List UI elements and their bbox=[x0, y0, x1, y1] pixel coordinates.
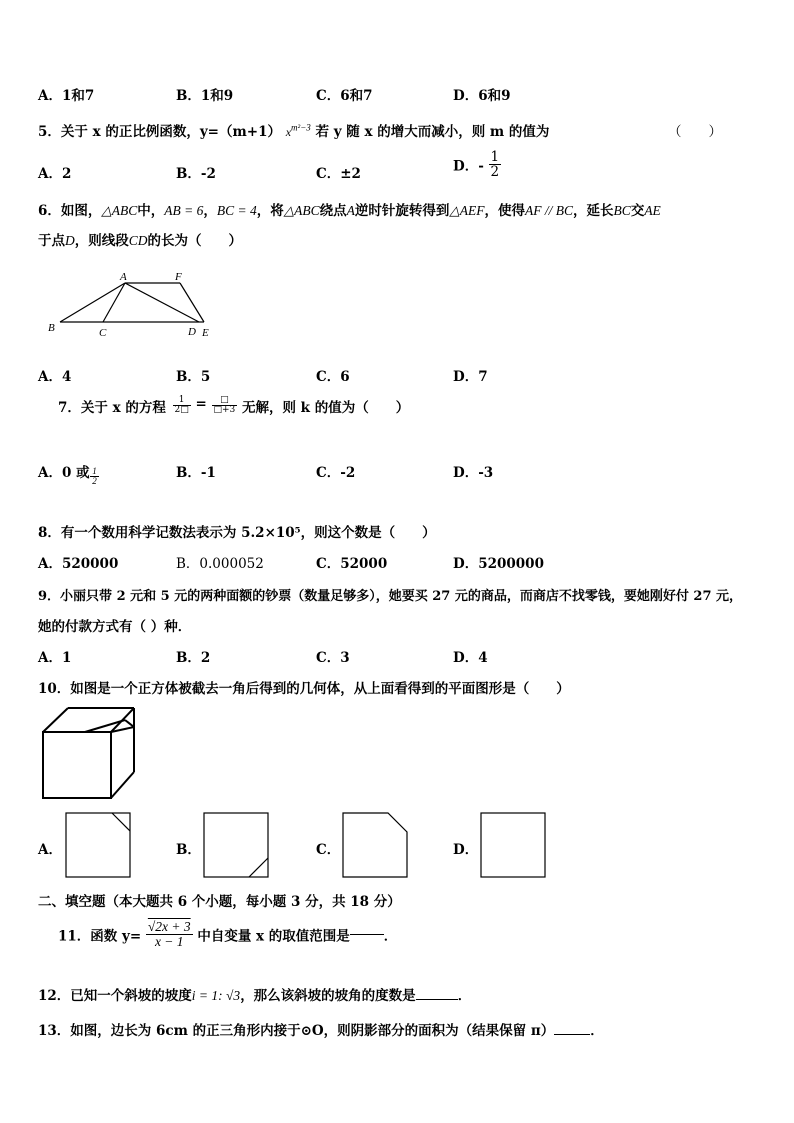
option-b-label: B． bbox=[176, 842, 201, 858]
q11-stem bbox=[58, 920, 397, 949]
fraction-denominator: 2□ bbox=[174, 405, 189, 416]
math: △AEF bbox=[449, 203, 485, 218]
option-c: C．-2 bbox=[316, 465, 356, 481]
option-d-label: D．- bbox=[453, 158, 484, 175]
text: 中自变量 x 的取值范围是 bbox=[197, 928, 350, 945]
text: 12．已知一个斜坡的坡度 bbox=[38, 988, 192, 1004]
option-c-figure bbox=[343, 813, 407, 877]
option-b: B．5 bbox=[176, 369, 211, 385]
text: 于点 bbox=[38, 233, 65, 249]
option-d: D．6和9 bbox=[453, 88, 511, 104]
option-d: D．7 bbox=[453, 369, 488, 385]
fraction-denominator: 2 bbox=[490, 164, 500, 181]
text: 交 bbox=[630, 203, 645, 219]
option-b: B．-2 bbox=[176, 166, 216, 182]
math: i = 1: √3 bbox=[191, 988, 241, 1003]
option-a-figure bbox=[66, 813, 130, 877]
text: 无解，则 k 的值为（ ） bbox=[241, 400, 410, 416]
q12-stem bbox=[38, 984, 471, 1004]
option-a: A．1 bbox=[38, 650, 72, 666]
fraction-denominator: x − 1 bbox=[154, 934, 184, 950]
fraction-numerator: √2x + 3 bbox=[147, 919, 191, 934]
text: 绕点 bbox=[319, 203, 347, 219]
math: △ABC bbox=[101, 203, 138, 218]
q9-line1: 9．小丽只带 2 元和 5 元的两种面额的钞票（数量足够多），她要买 27 元的商品，而商店不找零钱，要她刚好付 27 元， bbox=[38, 589, 743, 604]
q5-base: x bbox=[285, 125, 292, 139]
q11-fraction bbox=[146, 920, 193, 949]
option-c: C．52000 bbox=[316, 556, 388, 572]
q8-stem: 8．有一个数用科学记数法表示为 5.2×10⁵，则这个数是（ ） bbox=[38, 525, 436, 541]
q13-stem bbox=[38, 1019, 604, 1039]
option-d: D．4 bbox=[453, 650, 488, 666]
text: ，则线段 bbox=[74, 233, 129, 249]
fraction-denominator: □+3 bbox=[213, 405, 236, 416]
math: BC bbox=[613, 203, 631, 218]
option-a: A．520000 bbox=[38, 556, 119, 572]
q10-stem: 10．如图是一个正方体被截去一角后得到的几何体，从上面看得到的平面图形是（ ） bbox=[38, 681, 570, 697]
fraction-numerator: 1 bbox=[92, 466, 97, 476]
text: ，使得 bbox=[484, 203, 526, 219]
answer-blank[interactable] bbox=[350, 934, 384, 935]
text: 的长为（ ） bbox=[147, 233, 243, 249]
math: AF // BC bbox=[525, 203, 574, 218]
q5-suffix: 若 y 随 x 的增大而减小，则 m 的值为 bbox=[315, 124, 550, 140]
text: 逆时针旋转得到 bbox=[354, 203, 450, 219]
text: 6．如图， bbox=[38, 203, 102, 219]
option-b: B．-1 bbox=[176, 465, 216, 481]
option-a: A．1和7 bbox=[38, 88, 95, 104]
option-c: C．±2 bbox=[316, 166, 361, 182]
fraction-denominator: 2 bbox=[92, 476, 97, 487]
text: 中， bbox=[137, 203, 165, 219]
q6-label-c: C bbox=[99, 327, 107, 339]
option-b-figure bbox=[204, 813, 268, 877]
text: 11．函数 y= bbox=[58, 928, 142, 945]
option-d-label: D． bbox=[453, 842, 479, 858]
answer-blank[interactable] bbox=[554, 1034, 590, 1035]
option-c-label: C． bbox=[316, 842, 341, 858]
q6-label-b: B bbox=[48, 322, 55, 334]
answer-blank[interactable] bbox=[416, 999, 458, 1000]
option-a-label: A．0 或 bbox=[38, 465, 90, 481]
option-c: C．3 bbox=[316, 650, 350, 666]
q9-line2: 她的付款方式有（ ）种． bbox=[38, 619, 192, 635]
math: BC = 4 bbox=[216, 203, 257, 218]
option-b: B．2 bbox=[176, 650, 211, 666]
text: 13．如图，边长为 6cm 的正三角形内接于⊙O，则阴影部分的面积为（结果保留 π） bbox=[38, 1023, 555, 1039]
q5-prefix: 5．关于 x 的正比例函数，y=（m+1） bbox=[38, 124, 281, 140]
option-d: D．-3 bbox=[453, 465, 494, 481]
text: ，延长 bbox=[573, 203, 614, 219]
math: D bbox=[65, 233, 75, 248]
option-b: B．0.000052 bbox=[176, 556, 264, 572]
option-d-figure bbox=[481, 813, 545, 877]
math: CD bbox=[128, 233, 148, 248]
math: A bbox=[346, 203, 355, 218]
fraction-numerator: 1 bbox=[490, 149, 500, 165]
q6-label-f: F bbox=[175, 271, 182, 283]
q6-label-d: D bbox=[188, 326, 196, 338]
q6-label-a: A bbox=[120, 271, 127, 283]
math: AB = 6 bbox=[164, 203, 204, 218]
q6-label-e: E bbox=[202, 327, 209, 339]
fraction-numerator: 1 bbox=[173, 396, 191, 406]
option-d: D．5200000 bbox=[453, 556, 544, 572]
equals-sign: = bbox=[195, 396, 207, 412]
text: 7．关于 x 的方程 bbox=[58, 400, 166, 416]
q5-exponent: m²−3 bbox=[291, 122, 311, 133]
section-2-title: 二、填空题（本大题共 6 个小题，每小题 3 分，共 18 分） bbox=[38, 894, 401, 910]
option-c: C．6 bbox=[316, 369, 350, 385]
fraction-numerator: □ bbox=[212, 396, 238, 406]
text: ． bbox=[457, 988, 472, 1004]
q5-answer-paren: （ ） bbox=[668, 124, 722, 140]
math: AE bbox=[644, 203, 661, 218]
text: ，将 bbox=[256, 203, 284, 219]
math: △ABC bbox=[283, 203, 320, 218]
option-b: B．1和9 bbox=[176, 88, 234, 104]
text: ． bbox=[383, 928, 398, 945]
text: ， bbox=[203, 203, 217, 219]
option-a-label: A． bbox=[38, 842, 62, 858]
text: ，那么该斜坡的坡角的度数是 bbox=[240, 988, 416, 1004]
text: ． bbox=[590, 1023, 604, 1039]
option-a: A．4 bbox=[38, 369, 72, 385]
option-c: C．6和7 bbox=[316, 88, 373, 104]
option-a: A．2 bbox=[38, 166, 72, 182]
